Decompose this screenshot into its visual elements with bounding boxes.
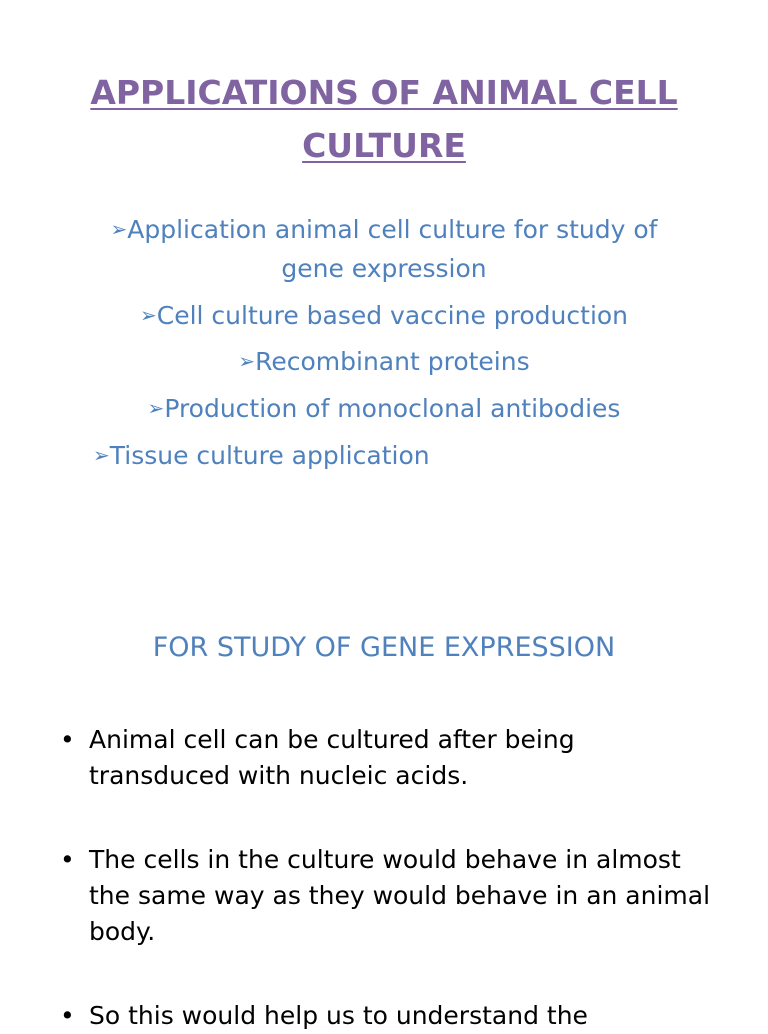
application-item-label: Production of monoclonal antibodies — [164, 394, 621, 423]
application-item-continuation — [0, 249, 768, 289]
arrow-bullet-icon: ➢ — [147, 396, 165, 420]
bullet-item — [60, 998, 720, 1034]
application-item-vaccine-production — [0, 295, 768, 336]
arrow-bullet-icon: ➢ — [139, 303, 157, 327]
application-item-label: Application animal cell culture for study of — [127, 215, 658, 244]
bullet-text: Animal cell can be cultured after being transduced with nucleic acids. — [89, 725, 575, 790]
application-item-label-continued: gene expression — [281, 254, 487, 283]
application-item-tissue-culture — [93, 435, 430, 476]
bullet-text: So this would help us to understand the — [89, 1001, 588, 1030]
arrow-bullet-icon: ➢ — [110, 217, 128, 241]
bullet-item — [60, 842, 720, 950]
application-item-gene-expression — [0, 209, 768, 250]
application-item-label: Tissue culture application — [109, 441, 430, 470]
bullet-dot-icon: • — [60, 1001, 75, 1030]
application-item-recombinant-proteins — [0, 341, 768, 382]
title-line-1: APPLICATIONS OF ANIMAL CELL — [90, 73, 678, 112]
title-line-2: CULTURE — [302, 126, 466, 165]
slide-gene-expression — [0, 600, 768, 1030]
arrow-bullet-icon: ➢ — [93, 443, 110, 467]
application-item-monoclonal-antibodies — [0, 388, 768, 429]
slide-title: FOR STUDY OF GENE EXPRESSION — [152, 632, 616, 663]
arrow-bullet-icon: ➢ — [238, 349, 256, 373]
slide-title — [0, 66, 768, 172]
application-item-label: Recombinant proteins — [255, 347, 530, 376]
bullet-item — [60, 722, 720, 794]
bullet-dot-icon: • — [60, 725, 75, 754]
application-item-label: Cell culture based vaccine production — [156, 301, 629, 330]
bullet-dot-icon: • — [60, 845, 75, 874]
bullet-text: The cells in the culture would behave in almost the same way as they would behave in an animal body. — [89, 845, 711, 946]
